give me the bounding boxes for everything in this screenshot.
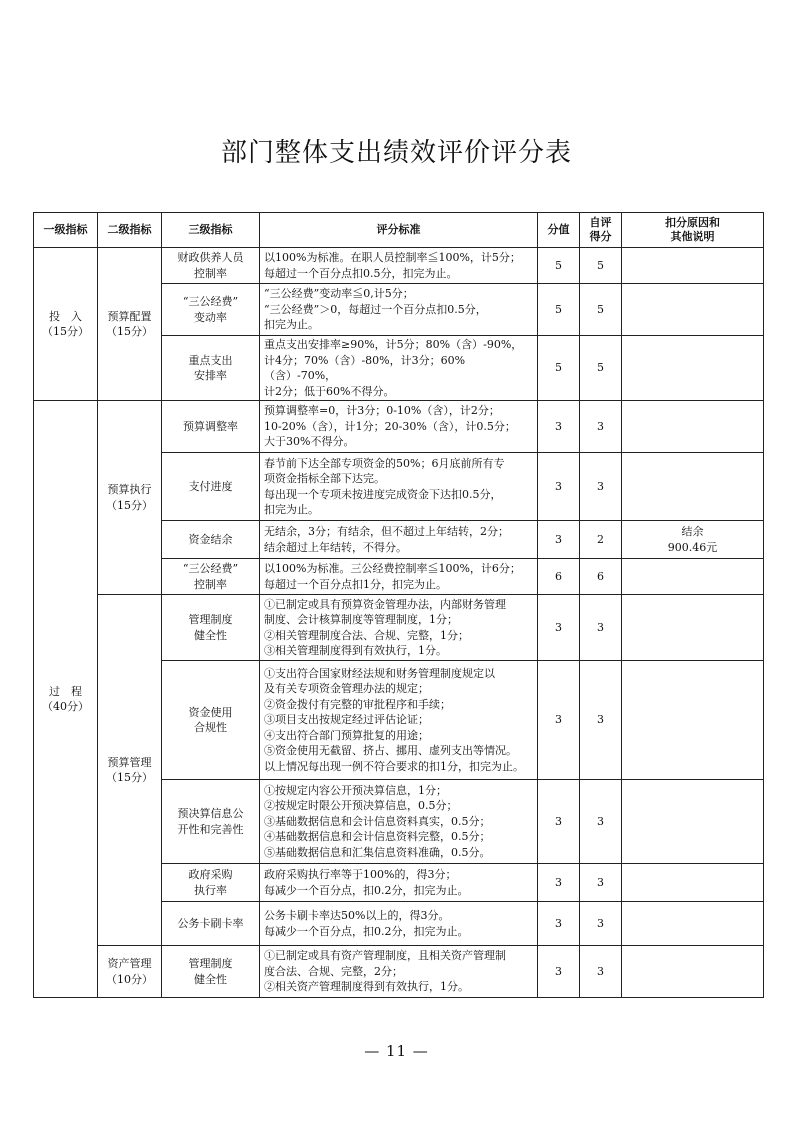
evaluation-score-table (33, 212, 764, 998)
self-score-cell: 3 (580, 946, 622, 998)
criteria-cell: “三公经费”变动率≦0,计5分； “三公经费”＞0，每超过一个百分点扣0.5分， 扣完为止。 (260, 284, 538, 336)
note-cell (622, 946, 764, 998)
self-score-cell: 3 (580, 595, 622, 661)
criteria-cell: ①按规定内容公开预决算信息，1分； ②按规定时限公开预决算信息，0.5分； ③基础数据信息和会计信息资料真实，0.5分； ④基础数据信息和会计信息资料完整，0.5分； ⑤基础数据信息和汇集信息资料准确，0.5分。 (260, 780, 538, 864)
level3-indicator: 预算调整率 (162, 401, 260, 453)
criteria-cell: 以100%为标准。三公经费控制率≦100%，计6分； 每超过一个百分点扣1分，扣完为止。 (260, 559, 538, 595)
note-cell (622, 595, 764, 661)
note-cell (622, 401, 764, 453)
note-cell (622, 336, 764, 401)
self-score-cell: 3 (580, 902, 622, 946)
header-level1: 一级指标 (34, 213, 98, 248)
score-cell: 3 (538, 453, 580, 521)
level2-budget-execution: 预算执行 （15分） (98, 401, 162, 595)
self-score-cell: 3 (580, 453, 622, 521)
header-level2: 二级指标 (98, 213, 162, 248)
note-cell (622, 248, 764, 284)
level3-indicator: 政府采购 执行率 (162, 864, 260, 902)
table-row (34, 946, 764, 998)
score-cell: 3 (538, 902, 580, 946)
level3-indicator: 公务卡刷卡率 (162, 902, 260, 946)
criteria-cell: ①已制定或具有预算资金管理办法，内部财务管理 制度、会计核算制度等管理制度，1分； ②相关管理制度合法、合规、完整，1分； ③相关管理制度得到有效执行，1分。 (260, 595, 538, 661)
page-number: — 11 — (364, 1042, 429, 1060)
self-score-cell: 5 (580, 336, 622, 401)
level3-indicator: 支付进度 (162, 453, 260, 521)
criteria-cell: 预算调整率=0，计3分；0-10%（含），计2分； 10-20%（含），计1分；20-30%（含），计0.5分； 大于30%不得分。 (260, 401, 538, 453)
self-score-cell: 3 (580, 864, 622, 902)
self-score-cell: 3 (580, 780, 622, 864)
table-row (34, 248, 764, 284)
criteria-cell: 政府采购执行率等于100%的，得3分； 每减少一个百分点，扣0.2分，扣完为止。 (260, 864, 538, 902)
note-cell (622, 864, 764, 902)
self-score-cell: 5 (580, 284, 622, 336)
note-cell (622, 453, 764, 521)
header-self-score: 自评 得分 (580, 213, 622, 248)
level3-indicator: 管理制度 健全性 (162, 595, 260, 661)
note-cell (622, 661, 764, 780)
level3-indicator: 财政供养人员 控制率 (162, 248, 260, 284)
self-score-cell: 3 (580, 401, 622, 453)
score-cell: 3 (538, 401, 580, 453)
level2-asset-management: 资产管理 （10分） (98, 946, 162, 998)
level3-indicator: 管理制度 健全性 (162, 946, 260, 998)
table-row (34, 401, 764, 453)
level3-indicator: 预决算信息公 开性和完善性 (162, 780, 260, 864)
criteria-cell: 公务卡刷卡率达50%以上的，得3分。 每减少一个百分点，扣0.2分，扣完为止。 (260, 902, 538, 946)
note-cell (622, 284, 764, 336)
score-cell: 5 (538, 248, 580, 284)
page-title: 部门整体支出绩效评价评分表 (220, 138, 572, 168)
level3-indicator: “三公经费” 变动率 (162, 284, 260, 336)
header-level3: 三级指标 (162, 213, 260, 248)
score-cell: 5 (538, 336, 580, 401)
table-header-row (34, 213, 764, 248)
note-cell (622, 559, 764, 595)
score-cell: 3 (538, 595, 580, 661)
criteria-cell: 春节前下达全部专项资金的50%；6月底前所有专 项资金指标全部下达完。 每出现一个专项未按进度完成资金下达扣0.5分， 扣完为止。 (260, 453, 538, 521)
level1-input: 投 入 （15分） (34, 248, 98, 401)
criteria-cell: 无结余，3分；有结余，但不超过上年结转，2分； 结余超过上年结转，不得分。 (260, 521, 538, 559)
criteria-cell: ①已制定或具有资产管理制度，且相关资产管理制 度合法、合规、完整，2分； ②相关资产管理制度得到有效执行，1分。 (260, 946, 538, 998)
header-criteria: 评分标准 (260, 213, 538, 248)
criteria-cell: 重点支出安排率≥90%，计5分；80%（含）-90%， 计4分；70%（含）-80%，计3分；60%（含）-70%， 计2分；低于60%不得分。 (260, 336, 538, 401)
criteria-cell: ①支出符合国家财经法规和财务管理制度规定以 及有关专项资金管理办法的规定； ②资金拨付有完整的审批程序和手续； ③项目支出按规定经过评估论证； ④支出符合部门预算批复的用途； ⑤资金使用无截留、挤占、挪用、虚列支出等情况。 以上情况每出现一例不符合要求的扣1分，扣完为止。 (260, 661, 538, 780)
level3-indicator: 资金使用 合规性 (162, 661, 260, 780)
score-cell: 5 (538, 284, 580, 336)
criteria-cell: 以100%为标准。在职人员控制率≦100%，计5分； 每超过一个百分点扣0.5分，扣完为止。 (260, 248, 538, 284)
level3-indicator: “三公经费” 控制率 (162, 559, 260, 595)
score-cell: 6 (538, 559, 580, 595)
score-cell: 3 (538, 661, 580, 780)
score-cell: 3 (538, 946, 580, 998)
score-cell: 3 (538, 521, 580, 559)
level3-indicator: 资金结余 (162, 521, 260, 559)
level2-budget-management: 预算管理 （15分） (98, 595, 162, 946)
note-cell (622, 902, 764, 946)
header-score: 分值 (538, 213, 580, 248)
score-cell: 3 (538, 864, 580, 902)
note-cell: 结余 900.46元 (622, 521, 764, 559)
header-note: 扣分原因和 其他说明 (622, 213, 764, 248)
level2-budget-allocation: 预算配置 （15分） (98, 248, 162, 401)
level1-process: 过 程 （40分） (34, 401, 98, 998)
self-score-cell: 2 (580, 521, 622, 559)
self-score-cell: 5 (580, 248, 622, 284)
score-cell: 3 (538, 780, 580, 864)
self-score-cell: 3 (580, 661, 622, 780)
self-score-cell: 6 (580, 559, 622, 595)
note-cell (622, 780, 764, 864)
table-row (34, 595, 764, 661)
level3-indicator: 重点支出 安排率 (162, 336, 260, 401)
